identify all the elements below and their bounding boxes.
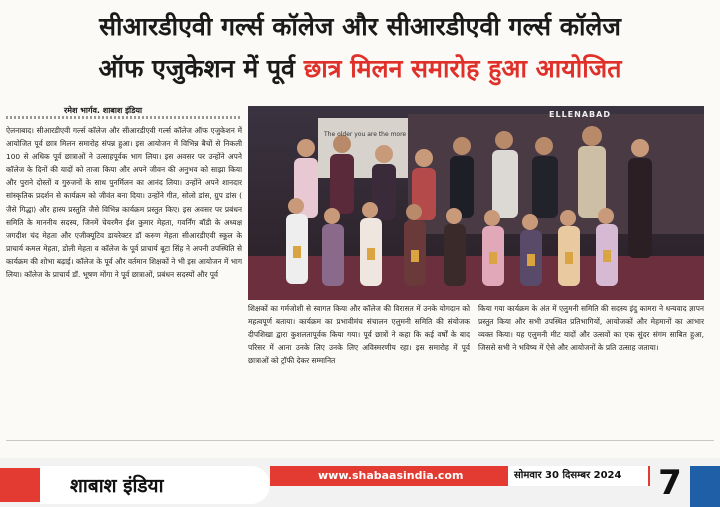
headline-line-2	[0, 50, 720, 88]
footer-date: सोमवार 30 दिसम्बर 2024	[508, 466, 648, 486]
news-photo	[248, 106, 704, 300]
headline-line-1: सीआरडीएवी गर्ल्स कॉलेज और सीआरडीएवी गर्ल्स कॉलेज	[99, 12, 621, 41]
headline-line-2-black: ऑफ एजुकेशन में पूर्व	[98, 54, 295, 83]
group-photo-illustration	[248, 106, 704, 300]
footer-url[interactable]: www.shabaasindia.com	[318, 469, 464, 482]
byline: रमेश भार्गव. शाबाश इंडिया	[64, 106, 143, 115]
headline-line-2-red: छात्र मिलन समारोह हुआ आयोजित	[303, 54, 622, 83]
article-column-2: शिक्षकों का गर्मजोशी से स्वागत किया और कॉलेज की विरासत में उनके योगदान को महत्वपूर्ण बताया। कार्यक्रम का प्रभावीमंच संचालन एलुमनी समिति की संयोजक दीपशिखा द्वारा कुशलतापूर्वक किया गया। पूर्व छात्रों ने कहा कि कई वर्षों के बाद परिसर में आना उनके लिए उनके लिए अविस्मरणीय रहा। इस समारोह में पूर्व छात्राओं को ट्रॉफी देकर सम्मानित	[248, 304, 470, 366]
page-divider	[6, 440, 714, 441]
footer-brand: शाबाश इंडिया	[70, 475, 164, 497]
backdrop-text: The older you are the more	[324, 131, 407, 138]
page-number: 7	[658, 463, 682, 503]
seated-row	[286, 198, 618, 286]
article-column-1: ऐलनाबाद। सीआरडीएवी गर्ल्स कॉलेज और सीआरडीएवी गर्ल्स कॉलेज ऑफ एजुकेशन में आयोजित पूर्व छात्र मिलन समारोह संपन्न हुआ। इस आयोजन में विभिन्न बैचों से निकली 100 से अधिक पूर्व छात्राओं ने उत्साहपूर्वक भाग लिया। इस अवसर पर उन्होंने अपने कॉलेज के दिनों की यादों को ताजा किया और अपने जीवन की अनुभव को साझा किया और पुराने दोस्तों व गुरुजनों के साथ पुनर्मिलन का आनंद लिया। उन्होंने अपने शानदार सांस्कृतिक प्रदर्शन से कार्यक्रम को जीवंत बना दिया। उन्होंने गीत, सोलो डांस, ग्रुप डांस ( जैसे गिद्धा) और हास्य प्रस्तुति जैसे विभिन्न कार्यक्रम प्रस्तुत किए। इस अवसर पर प्रबंधन समिति के माननीय सदस्य, जिनमें चेयरमैन ईश कुमार मेहता, गवर्निंग बॉडी के अध्यक्ष जगदीश चंद मेहता और एजीक्यूटिव डायरेक्टर डॉ करुण मेहता सीआरडीएवी स्कूल के प्राचार्य कमल मेहता, डोली मेहता व कॉलेज के पूर्व प्राचार्य बूटा सिंह ने अपनी उपस्थिति से कार्यक्रम की शोभा बढ़ाई। कॉलेज के पूर्व और वर्तमान शिक्षकों ने भी इस आयोजन में भाग लिया। कॉलेज के प्राचार्य डॉ. भूषण मोंगा ने पूर्व छात्राओं, प्रबंधन सदस्यों और पूर्व	[6, 126, 242, 280]
byline-divider	[6, 116, 240, 119]
article-column-3: किया गया कार्यक्रम के अंत में एलुमनी समिति की सदस्य इंदु कामरा ने धन्यवाद ज्ञापन प्रस्तुत किया और सभी उपस्थित प्रतिभागियों, आयोजकों और मेहमानों का आभार व्यक्त किया। यह एलुमनी मीट यादों और उत्सवों का एक सुंदर संगम साबित हुआ, जिससे सभी ने भविष्य में ऐसे और आयोजनों के प्रति उत्साह जताया।	[478, 304, 704, 353]
footer-red-block	[0, 468, 40, 502]
footer-blue-block	[690, 466, 720, 507]
photo-banner-text: ELLENABAD	[549, 110, 611, 119]
